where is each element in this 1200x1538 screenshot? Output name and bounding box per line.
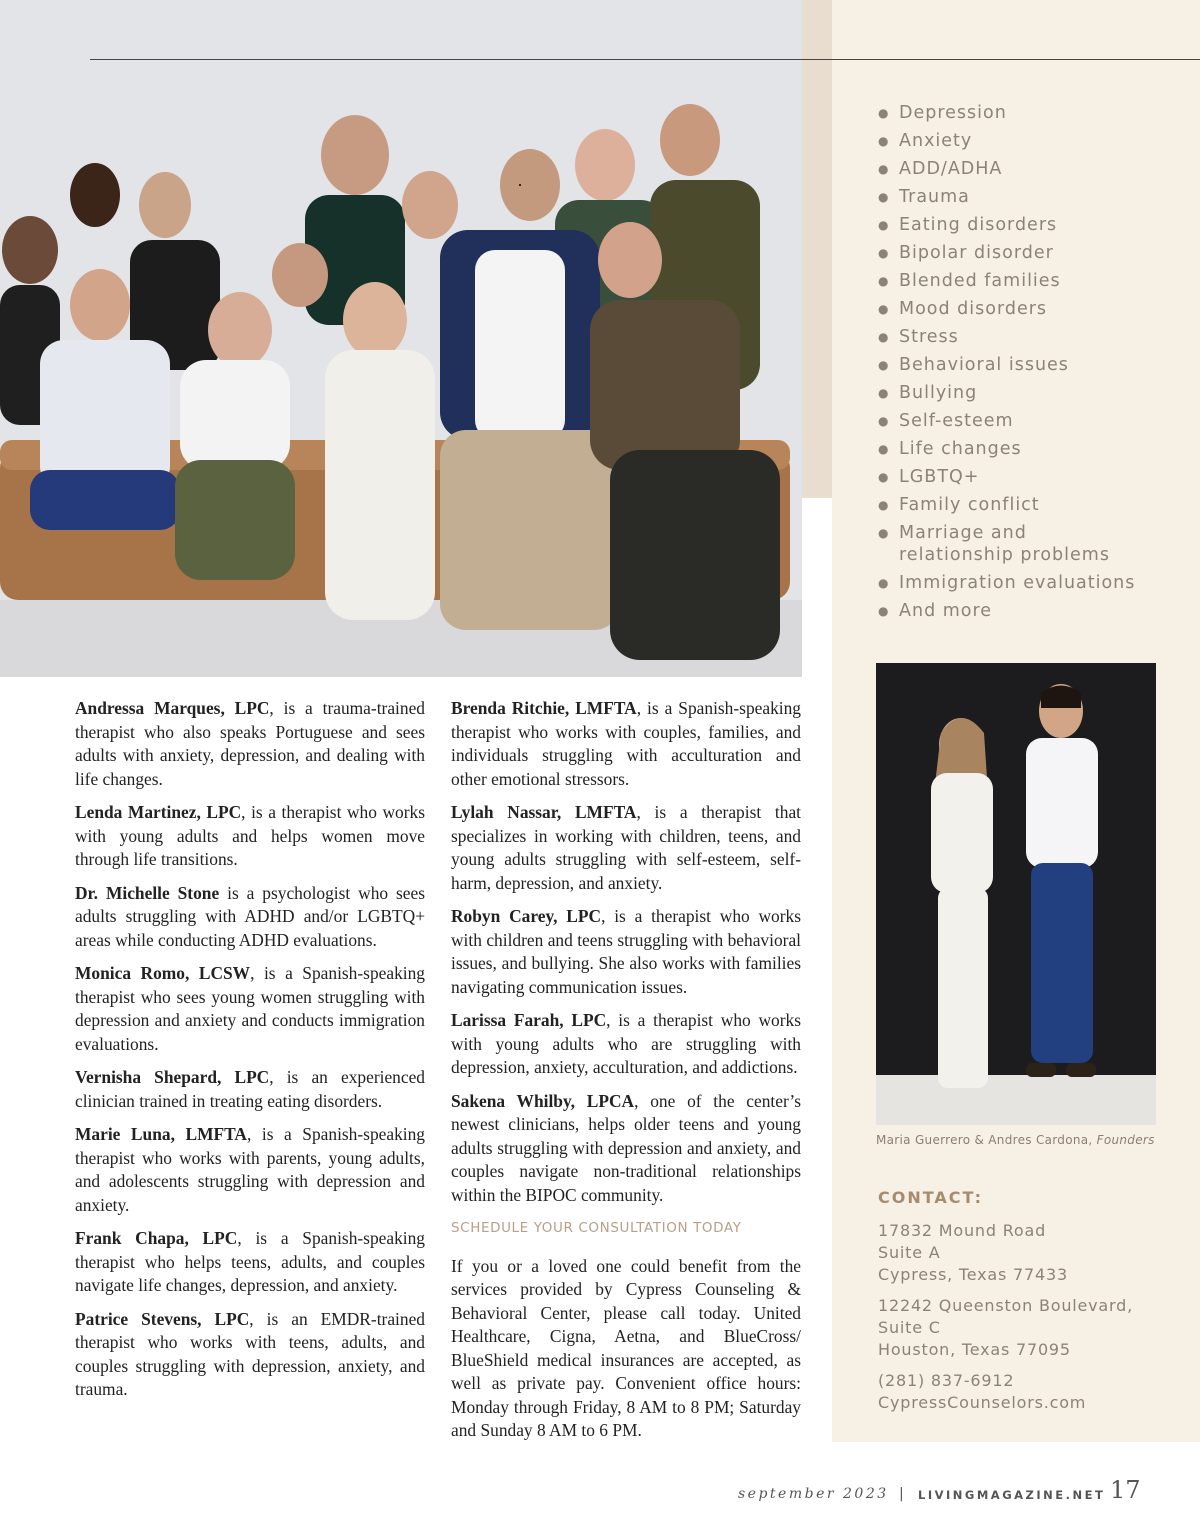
list-item: ● Bullying [878, 382, 1139, 404]
list-item: ● Family conflict [878, 494, 1139, 516]
list-item: ● ADD/ADHA [878, 158, 1139, 180]
list-item: ● Immigration evaluations [878, 572, 1139, 594]
list-item: ● Self-esteem [878, 410, 1139, 432]
schedule-body: If you or a loved one could benefit from the services provided by Cypress Counseling & Behavioral Center, please call today. United Healthcare, Cigna, Aetna, and BlueCross/ BlueShield medical insurances are accepted, as well as private pay. Convenient office hours: Monday through Friday, 8 AM to 8 PM; Saturday and Sunday 8 AM to 6 PM. [451, 1255, 801, 1440]
list-item: ● Blended families [878, 270, 1139, 292]
address-line: Suite A [878, 1243, 941, 1262]
bio-name: Lylah Nassar, LMFTA [451, 802, 637, 822]
bio-text: , is a Spanish-speaking therapist who helps teens, adults, and couples navigate life changes, depression, and anxiety. [75, 1228, 425, 1295]
bio-name: Brenda Ritchie, LMFTA [451, 698, 637, 718]
bio-text: , is a Spanish-speaking therapist who works with parents, young adults, and adolescents struggling with depression and anxiety. [75, 1124, 425, 1215]
bio-text: , is a therapist who works with children and teens struggling with behavioral issues, and bullying. She also works with families navigating communication issues. [451, 906, 801, 997]
caption-role: Founders [1096, 1133, 1155, 1147]
services-list [878, 102, 1139, 628]
list-item: ● Behavioral issues [878, 354, 1139, 376]
list-item: ● Stress [878, 326, 1139, 348]
bio-name: Andressa Marques, LPC [75, 698, 270, 718]
bio-text: , is a therapist who works with young adults who are struggling with depression, anxiety, acculturation, and addictions. [451, 1010, 801, 1077]
founders-caption [876, 1133, 1166, 1147]
bio-name: Robyn Carey, LPC [451, 906, 602, 926]
bio-paragraph [75, 1227, 425, 1298]
bio-text: , is an experienced clinician trained in treating eating disorders. [75, 1067, 425, 1111]
list-item: ● Life changes [878, 438, 1139, 460]
page-number: 17 [1110, 1476, 1141, 1504]
bio-paragraph [451, 1090, 801, 1208]
bio-name: Larissa Farah, LPC [451, 1010, 607, 1030]
bio-paragraph [75, 1123, 425, 1217]
bio-name: Marie Luna, LMFTA [75, 1124, 247, 1144]
bio-text: , is a Spanish-speaking therapist who sees young women struggling with depression and anxiety and conducts immigration evaluations. [75, 963, 425, 1054]
bio-name: Lenda Martinez, LPC [75, 802, 242, 822]
contact-details [878, 1370, 1178, 1414]
bio-name: Dr. Michelle Stone [75, 882, 220, 903]
bio-text: , one of the center’s newest clinicians, helps older teens and young adults struggling with depression and anxiety, and couples navigate non-traditional relationships within the BIPOC community. [451, 1090, 801, 1205]
bio-paragraph [451, 697, 801, 791]
footer-separator: | [899, 1486, 904, 1502]
bio-name: Monica Romo, LCSW [75, 963, 251, 983]
bio-text: , is an EMDR-trained therapist who works with teens, adults, and couples struggling with depression, anxiety, and trauma. [75, 1308, 425, 1399]
list-item: ● Depression [878, 102, 1139, 124]
list-item: ● LGBTQ+ [878, 466, 1139, 488]
list-item: ● Bipolar disorder [878, 242, 1139, 264]
bio-paragraph [75, 882, 425, 953]
bio-paragraph [75, 1066, 425, 1113]
caption-names: Maria Guerrero & Andres Cardona, [876, 1133, 1097, 1147]
bio-paragraph [75, 962, 425, 1056]
bio-text: is a psychologist who sees adults struggling with ADHD and/or LGBTQ+ areas while conducting ADHD evaluations. [75, 882, 426, 950]
bio-paragraph [451, 1009, 801, 1080]
address-line: 12242 Queenston Boulevard, [878, 1296, 1133, 1315]
site-link[interactable]: LIVINGMAGAZINE.NET [918, 1488, 1106, 1502]
bio-paragraph [75, 697, 425, 791]
bio-text: , is a therapist that specializes in working with children, teens, and young adults struggling with self-esteem, self-harm, depression, and anxiety. [451, 802, 801, 893]
address-houston [878, 1295, 1178, 1361]
address-cypress [878, 1220, 1178, 1286]
website-link[interactable]: CypressCounselors.com [878, 1393, 1087, 1412]
contact-heading: CONTACT: [878, 1188, 983, 1207]
founders-photo [876, 663, 1156, 1125]
address-line: Houston, Texas 77095 [878, 1340, 1071, 1359]
bio-name: Frank Chapa, LPC [75, 1228, 238, 1248]
list-item: ● Marriage and relationship problems [878, 522, 1139, 566]
schedule-heading: SCHEDULE YOUR CONSULTATION TODAY [451, 1220, 742, 1236]
bio-name: Vernisha Shepard, LPC [75, 1067, 270, 1087]
bio-name: Patrice Stevens, LPC [75, 1308, 250, 1329]
list-item: ● Anxiety [878, 130, 1139, 152]
bio-name: Sakena Whilby, LPCA [451, 1090, 635, 1111]
list-item: ● Mood disorders [878, 298, 1139, 320]
bio-column-left [75, 697, 425, 1412]
list-item: ● Eating disorders [878, 214, 1139, 236]
bio-text: , is a Spanish-speaking therapist who works with couples, families, and individuals struggling with acculturation and other emotional stressors. [451, 698, 801, 789]
bio-paragraph [451, 905, 801, 999]
top-rule [90, 59, 1200, 60]
decorative-strip [802, 0, 832, 498]
address-line: Suite C [878, 1318, 941, 1337]
list-item: ● Trauma [878, 186, 1139, 208]
bio-text: , is a trauma-trained therapist who also speaks Portuguese and sees adults with anxiety, depression, and dealing with life changes. [75, 698, 425, 789]
team-photo [0, 0, 802, 677]
address-line: 17832 Mound Road [878, 1221, 1047, 1240]
address-line: Cypress, Texas 77433 [878, 1265, 1068, 1284]
issue-date: september 2023 [738, 1486, 889, 1502]
bio-paragraph [75, 1308, 425, 1402]
list-item: ● And more [878, 600, 1139, 622]
bio-paragraph [75, 801, 425, 872]
bio-text: , is a therapist who works with young adults and helps women move through life transitions. [75, 802, 425, 869]
bio-paragraph [451, 801, 801, 895]
phone-number[interactable]: (281) 837-6912 [878, 1371, 1015, 1390]
bio-column-right [451, 697, 801, 1453]
